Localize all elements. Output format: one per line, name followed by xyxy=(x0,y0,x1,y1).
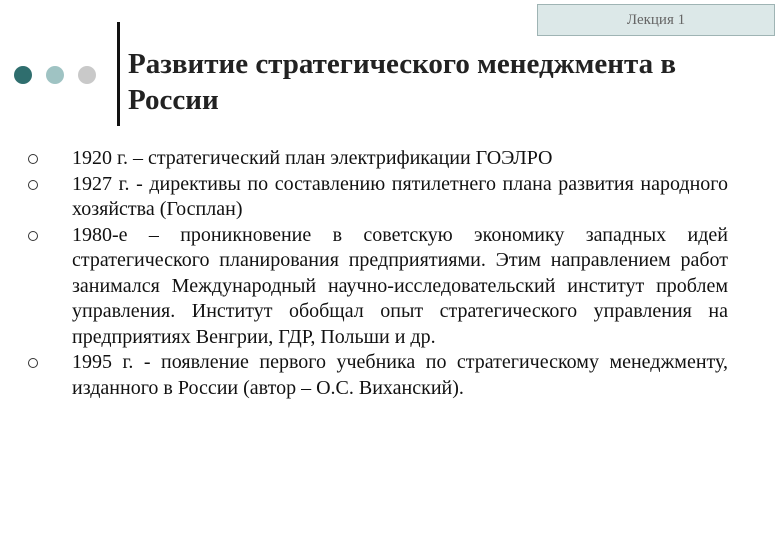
bullet-item xyxy=(20,146,728,172)
lecture-label: Лекция 1 xyxy=(537,4,775,36)
bullet-text: 1995 г. - появление первого учебника по стратегическому менеджменту, изданного в России (автор – О.С. Виханский). xyxy=(72,351,728,399)
title-divider xyxy=(117,22,120,126)
decorative-dot-dark xyxy=(14,66,32,84)
bullet-text: 1927 г. - директивы по составлению пятилетнего плана развития народного хозяйства (Госплан) xyxy=(72,172,728,220)
bullet-ring-icon xyxy=(28,180,38,190)
bullet-text: 1980-е – проникновение в советскую экономику западных идей стратегического планирования предприятиями. Этим направлением работ занимался Международный научно-исследовательский институт проблем управления. Институт обобщал опыт стратегического управления на предприятиях Венгрии, ГДР, Польши и др. xyxy=(72,223,728,348)
bullet-text: 1920 г. – стратегический план электрификации ГОЭЛРО xyxy=(72,147,553,169)
decorative-dot-light xyxy=(78,66,96,84)
bullet-item xyxy=(20,223,728,351)
bullet-ring-icon xyxy=(28,231,38,241)
decorative-dot-medium xyxy=(46,66,64,84)
bullet-item xyxy=(20,350,728,401)
bullet-ring-icon xyxy=(28,358,38,368)
slide-title: Развитие стратегического менеджмента в России xyxy=(128,48,676,116)
bullet-list xyxy=(20,146,728,401)
bullet-ring-icon xyxy=(28,154,38,164)
bullet-item xyxy=(20,172,728,223)
